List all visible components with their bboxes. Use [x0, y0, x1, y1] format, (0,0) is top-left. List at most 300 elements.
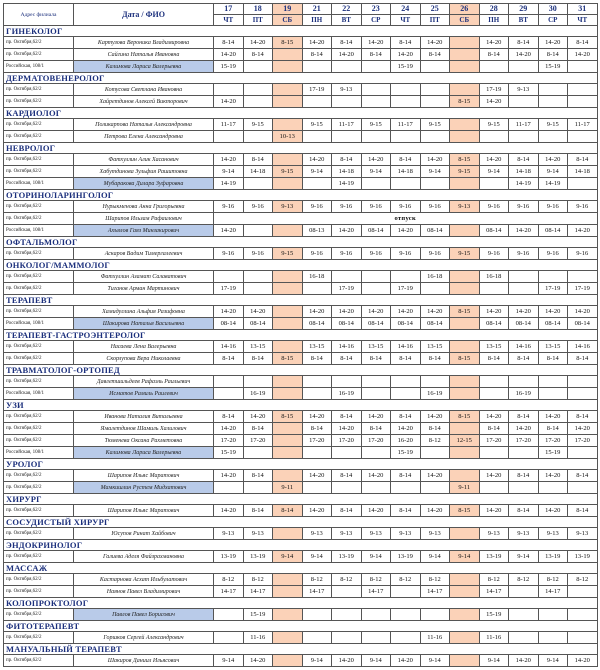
shift-cell: 9-15	[273, 166, 303, 178]
shift-cell: 8-14	[568, 353, 598, 365]
shift-cell: 14-19	[538, 178, 568, 190]
weekday-header: ПН	[479, 15, 509, 26]
shift-cell	[391, 96, 421, 108]
shift-cell	[273, 655, 303, 667]
shift-cell: 14-20	[243, 411, 273, 423]
shift-cell: 14-17	[214, 586, 244, 598]
specialty-section-row	[4, 365, 598, 376]
shift-cell	[450, 283, 480, 295]
shift-cell: 9-16	[361, 201, 391, 213]
shift-cell	[391, 84, 421, 96]
shift-cell: 8-15	[450, 306, 480, 318]
doctor-row	[4, 318, 598, 330]
doctor-name: Сайгина Наталья Ивановна	[74, 49, 214, 61]
shift-cell: 9-14	[214, 166, 244, 178]
shift-cell: 9-16	[538, 201, 568, 213]
shift-cell: 8-14	[568, 37, 598, 49]
shift-cell	[450, 318, 480, 330]
shift-cell: 9-13	[361, 528, 391, 540]
shift-cell: 14-16	[332, 341, 362, 353]
shift-cell: 8-14	[509, 505, 539, 517]
shift-cell: 8-14	[361, 353, 391, 365]
doctor-row	[4, 283, 598, 295]
specialty-title: ГИНЕКОЛОГ	[4, 26, 598, 37]
shift-cell	[509, 447, 539, 459]
shift-cell: 17-20	[243, 435, 273, 447]
shift-cell: 9-16	[302, 248, 332, 260]
doctor-name: Иванова Наталия Витальевна	[74, 411, 214, 423]
shift-cell: 14-18	[568, 166, 598, 178]
shift-cell	[568, 131, 598, 143]
day-number-header: 18	[243, 4, 273, 15]
shift-cell: 8-12	[568, 574, 598, 586]
branch-address: пр. Октября,62/2	[4, 470, 74, 482]
shift-cell	[450, 586, 480, 598]
shift-cell: 9-14	[361, 655, 391, 667]
shift-cell	[391, 376, 421, 388]
shift-cell: 17-20	[332, 435, 362, 447]
shift-cell: 16-19	[243, 388, 273, 400]
doctor-name: Ахъялов Гаяз Минзакирович	[74, 225, 214, 237]
shift-cell	[420, 283, 450, 295]
doctor-row	[4, 49, 598, 61]
shift-cell: 08-14	[214, 318, 244, 330]
shift-cell	[302, 96, 332, 108]
doctor-name: Насаева Лена Валерьевна	[74, 341, 214, 353]
shift-cell: 11-17	[391, 119, 421, 131]
shift-cell: 14-20	[568, 306, 598, 318]
shift-cell	[243, 131, 273, 143]
shift-cell: 14-20	[479, 96, 509, 108]
shift-cell: 12-15	[450, 435, 480, 447]
shift-cell: 9-15	[538, 119, 568, 131]
shift-cell	[450, 655, 480, 667]
shift-cell	[214, 84, 244, 96]
shift-cell	[273, 388, 303, 400]
specialty-section-row	[4, 598, 598, 609]
shift-cell	[568, 84, 598, 96]
shift-cell: 14-20	[243, 37, 273, 49]
shift-cell: 8-14	[332, 411, 362, 423]
shift-cell: 9-11	[450, 482, 480, 494]
doctor-row	[4, 435, 598, 447]
shift-cell	[273, 435, 303, 447]
shift-cell	[214, 271, 244, 283]
shift-cell	[361, 283, 391, 295]
shift-cell: 9-13	[509, 84, 539, 96]
shift-cell: 9-13	[538, 528, 568, 540]
shift-cell: 8-14	[568, 505, 598, 517]
shift-cell: 14-20	[302, 306, 332, 318]
shift-cell: 08-14	[332, 318, 362, 330]
specialty-section-row	[4, 563, 598, 574]
shift-cell: 8-12	[214, 574, 244, 586]
shift-cell: 8-12	[509, 574, 539, 586]
shift-cell: 17-20	[214, 435, 244, 447]
doctor-row	[4, 96, 598, 108]
day-number-header: 22	[332, 4, 362, 15]
shift-cell	[509, 376, 539, 388]
doctor-row	[4, 655, 598, 667]
branch-address: пр. Октября,62/2	[4, 306, 74, 318]
shift-cell: 9-15	[361, 119, 391, 131]
doctor-name: Калимова Лариса Валерьевна	[74, 447, 214, 459]
branch-address: Российская, 108/1	[4, 225, 74, 237]
branch-address: пр. Октября,62/2	[4, 423, 74, 435]
shift-cell: 08-14	[420, 225, 450, 237]
shift-cell: 13-19	[568, 551, 598, 563]
shift-cell	[479, 388, 509, 400]
doctor-row	[4, 528, 598, 540]
doctor-name: Шарипов Ильзам Рафаилович	[74, 213, 214, 225]
shift-cell	[214, 388, 244, 400]
shift-cell: 14-20	[479, 154, 509, 166]
day-number-header: 31	[568, 4, 598, 15]
shift-cell	[391, 271, 421, 283]
shift-cell: 8-14	[420, 49, 450, 61]
shift-cell: 14-17	[479, 586, 509, 598]
shift-cell: 16-19	[420, 388, 450, 400]
shift-cell: 8-14	[391, 37, 421, 49]
shift-cell	[302, 632, 332, 644]
shift-cell: 8-15	[273, 411, 303, 423]
shift-cell: 8-14	[302, 49, 332, 61]
shift-cell	[509, 283, 539, 295]
doctor-row	[4, 213, 598, 225]
shift-cell: 9-14	[538, 655, 568, 667]
shift-cell	[420, 447, 450, 459]
shift-cell: 9-13	[332, 528, 362, 540]
branch-address: пр. Октября,62/2	[4, 201, 74, 213]
doctor-row	[4, 470, 598, 482]
shift-cell: 15-19	[243, 609, 273, 621]
shift-cell	[450, 341, 480, 353]
shift-cell: 8-14	[568, 411, 598, 423]
shift-cell: 14-20	[243, 306, 273, 318]
shift-cell	[273, 96, 303, 108]
shift-cell: 8-14	[391, 470, 421, 482]
shift-cell	[273, 447, 303, 459]
shift-cell	[450, 119, 480, 131]
specialty-title: КАРДИОЛОГ	[4, 108, 598, 119]
branch-address: пр. Октября,62/2	[4, 154, 74, 166]
shift-cell: 14-20	[479, 37, 509, 49]
shift-cell: 8-14	[568, 154, 598, 166]
shift-cell: 8-12	[420, 435, 450, 447]
doctor-row	[4, 411, 598, 423]
shift-cell: 9-16	[332, 248, 362, 260]
shift-cell	[538, 609, 568, 621]
shift-cell	[568, 482, 598, 494]
specialty-section-row	[4, 644, 598, 655]
shift-cell: 9-16	[479, 248, 509, 260]
shift-cell: 14-20	[243, 655, 273, 667]
shift-cell	[391, 131, 421, 143]
shift-cell: 14-20	[538, 37, 568, 49]
schedule-body	[4, 26, 598, 667]
shift-cell: 15-19	[391, 447, 421, 459]
shift-cell: 14-19	[332, 178, 362, 190]
shift-cell: 14-20	[361, 154, 391, 166]
branch-address: пр. Октября,62/2	[4, 213, 74, 225]
doctor-row	[4, 248, 598, 260]
shift-cell	[420, 131, 450, 143]
doctor-name: Тюменева Оксана Рахметовна	[74, 435, 214, 447]
shift-cell	[538, 131, 568, 143]
shift-cell: 13-15	[420, 341, 450, 353]
shift-cell: 14-20	[214, 154, 244, 166]
shift-cell: 8-15	[273, 353, 303, 365]
shift-cell: 8-14	[302, 423, 332, 435]
shift-cell	[273, 423, 303, 435]
shift-cell: 14-20	[538, 470, 568, 482]
shift-cell: 14-20	[361, 505, 391, 517]
shift-cell	[243, 225, 273, 237]
shift-cell: 14-19	[509, 178, 539, 190]
doctor-row	[4, 154, 598, 166]
shift-cell: 17-19	[479, 84, 509, 96]
shift-cell: 9-13	[273, 201, 303, 213]
shift-cell: 8-14	[332, 37, 362, 49]
shift-cell: 17-20	[538, 435, 568, 447]
shift-cell	[302, 376, 332, 388]
specialty-section-row	[4, 494, 598, 505]
specialty-title: УРОЛОГ	[4, 459, 598, 470]
shift-cell: 9-16	[568, 201, 598, 213]
doctor-row	[4, 574, 598, 586]
shift-cell	[450, 447, 480, 459]
shift-cell: 8-14	[391, 154, 421, 166]
specialty-section-row	[4, 540, 598, 551]
shift-cell: 16-18	[302, 271, 332, 283]
shift-cell	[450, 49, 480, 61]
shift-cell: 14-20	[479, 306, 509, 318]
weekday-header: ПТ	[243, 15, 273, 26]
specialty-title: НЕВРОЛОГ	[4, 143, 598, 154]
shift-cell: 14-20	[361, 411, 391, 423]
doctor-name: Картузова Вероника Владимировна	[74, 37, 214, 49]
shift-cell: 14-20	[509, 655, 539, 667]
doctor-name: Нурыкменова Анна Григорьевна	[74, 201, 214, 213]
branch-address: пр. Октября,62/2	[4, 271, 74, 283]
specialty-title: МАССАЖ	[4, 563, 598, 574]
shift-cell: 8-14	[243, 353, 273, 365]
doctor-row	[4, 306, 598, 318]
shift-cell: 16-20	[391, 435, 421, 447]
shift-cell: 9-16	[568, 248, 598, 260]
branch-address: пр. Октября,62/2	[4, 119, 74, 131]
branch-address: пр. Октября,62/2	[4, 49, 74, 61]
doctor-name: Шарипов Ильяс Маратович	[74, 470, 214, 482]
doctor-row	[4, 84, 598, 96]
day-number-header: 28	[479, 4, 509, 15]
shift-cell	[509, 271, 539, 283]
shift-cell: 14-20	[332, 655, 362, 667]
shift-cell	[538, 376, 568, 388]
shift-cell	[214, 609, 244, 621]
shift-cell: 9-14	[361, 551, 391, 563]
shift-cell: 8-14	[420, 423, 450, 435]
shift-cell: 9-14	[509, 551, 539, 563]
shift-cell: 9-13	[243, 528, 273, 540]
shift-cell: 9-14	[273, 551, 303, 563]
doctor-row	[4, 131, 598, 143]
shift-cell: 17-19	[302, 84, 332, 96]
shift-cell: 9-16	[391, 201, 421, 213]
shift-cell	[273, 283, 303, 295]
doctor-name: Шарипов Ильяс Маратович	[74, 505, 214, 517]
shift-cell	[361, 447, 391, 459]
doctor-name: Горшков Сергей Александрович	[74, 632, 214, 644]
doctor-row	[4, 423, 598, 435]
shift-cell: 9-14	[420, 551, 450, 563]
shift-cell: 08-14	[361, 318, 391, 330]
shift-cell: 14-20	[509, 306, 539, 318]
shift-cell	[420, 61, 450, 73]
shift-cell: 14-20	[479, 470, 509, 482]
shift-cell	[568, 96, 598, 108]
shift-cell: 8-14	[243, 423, 273, 435]
day-number-header: 17	[214, 4, 244, 15]
branch-address: пр. Октября,62/2	[4, 283, 74, 295]
shift-cell: 8-14	[273, 505, 303, 517]
shift-cell: 10-13	[273, 131, 303, 143]
shift-cell: 9-15	[302, 119, 332, 131]
shift-cell: 11-17	[332, 119, 362, 131]
shift-cell: 17-20	[568, 435, 598, 447]
shift-cell: 14-20	[332, 49, 362, 61]
shift-cell	[538, 96, 568, 108]
shift-cell: 9-16	[479, 201, 509, 213]
address-header: Адрес филиала	[4, 4, 74, 26]
shift-cell	[450, 574, 480, 586]
shift-cell	[302, 178, 332, 190]
shift-cell: 08-14	[479, 318, 509, 330]
shift-cell: 9-13	[479, 528, 509, 540]
shift-cell: 9-13	[420, 528, 450, 540]
day-number-header: 21	[302, 4, 332, 15]
shift-cell: 11-17	[509, 119, 539, 131]
specialty-title: ТЕРАПЕВТ-ГАСТРОЭНТЕРОЛОГ	[4, 330, 598, 341]
specialty-section-row	[4, 260, 598, 271]
shift-cell: 14-19	[214, 178, 244, 190]
shift-cell: 14-20	[332, 423, 362, 435]
shift-cell	[361, 609, 391, 621]
shift-cell: 17-20	[361, 435, 391, 447]
weekday-header: ПН	[302, 15, 332, 26]
shift-cell: 9-15	[243, 119, 273, 131]
shift-cell: 14-18	[509, 166, 539, 178]
shift-cell	[361, 61, 391, 73]
doctor-row	[4, 447, 598, 459]
shift-cell: 9-16	[391, 248, 421, 260]
shift-cell: 9-16	[538, 248, 568, 260]
shift-cell	[361, 482, 391, 494]
doctor-name: Мамкишлин Рустем Мидхатович	[74, 482, 214, 494]
day-number-header: 23	[361, 4, 391, 15]
shift-cell: 8-14	[479, 353, 509, 365]
shift-cell: 8-14	[332, 353, 362, 365]
shift-cell	[214, 632, 244, 644]
doctor-name: Петрова Елена Александровна	[74, 131, 214, 143]
shift-cell	[538, 482, 568, 494]
shift-cell: 9-16	[214, 201, 244, 213]
shift-cell: 8-14	[243, 154, 273, 166]
shift-cell	[302, 388, 332, 400]
shift-cell: 8-14	[509, 470, 539, 482]
shift-cell	[450, 376, 480, 388]
shift-cell	[420, 376, 450, 388]
shift-cell: 14-20	[391, 306, 421, 318]
shift-cell: 14-17	[302, 586, 332, 598]
shift-cell: 8-12	[243, 574, 273, 586]
shift-cell: 14-20	[509, 49, 539, 61]
shift-cell: 14-20	[302, 411, 332, 423]
shift-cell: 14-20	[509, 423, 539, 435]
shift-cell	[243, 84, 273, 96]
weekday-header: ЧТ	[391, 15, 421, 26]
branch-address: пр. Октября,62/2	[4, 248, 74, 260]
day-number-header: 24	[391, 4, 421, 15]
day-number-header: 26	[450, 4, 480, 15]
shift-cell: 14-20	[361, 470, 391, 482]
shift-cell: 14-20	[420, 505, 450, 517]
specialty-section-row	[4, 108, 598, 119]
shift-cell	[479, 178, 509, 190]
shift-cell	[332, 632, 362, 644]
shift-cell	[302, 447, 332, 459]
shift-cell: 14-20	[214, 306, 244, 318]
doctor-row	[4, 341, 598, 353]
weekday-header: ПТ	[420, 15, 450, 26]
shift-cell: 9-16	[302, 201, 332, 213]
shift-cell: 9-13	[332, 84, 362, 96]
shift-cell	[420, 609, 450, 621]
shift-cell: 8-14	[243, 505, 273, 517]
shift-cell	[361, 131, 391, 143]
shift-cell: 14-20	[420, 154, 450, 166]
shift-cell	[450, 61, 480, 73]
shift-cell: 08-14	[243, 318, 273, 330]
shift-cell	[273, 119, 303, 131]
specialty-section-row	[4, 517, 598, 528]
shift-cell: 8-14	[568, 470, 598, 482]
shift-cell: 14-20	[214, 423, 244, 435]
shift-cell: 8-14	[538, 423, 568, 435]
shift-cell	[450, 423, 480, 435]
shift-cell: 9-16	[243, 201, 273, 213]
shift-cell: 14-20	[332, 306, 362, 318]
shift-cell: 13-19	[479, 551, 509, 563]
shift-cell	[450, 131, 480, 143]
schedule-table	[3, 3, 598, 667]
shift-cell: 9-16	[420, 248, 450, 260]
shift-cell: 14-20	[302, 470, 332, 482]
shift-cell	[479, 482, 509, 494]
shift-cell: 13-15	[479, 341, 509, 353]
shift-cell	[361, 632, 391, 644]
shift-cell: 8-12	[479, 574, 509, 586]
shift-cell: 14-17	[243, 586, 273, 598]
shift-cell: 8-15	[450, 353, 480, 365]
shift-cell: 8-14	[302, 353, 332, 365]
shift-cell: 14-18	[243, 166, 273, 178]
doctor-name: Тиганов Арман Мартинович	[74, 283, 214, 295]
shift-cell: 9-15	[450, 166, 480, 178]
shift-cell: 8-14	[538, 49, 568, 61]
shift-cell: 17-19	[568, 283, 598, 295]
doctor-row	[4, 586, 598, 598]
